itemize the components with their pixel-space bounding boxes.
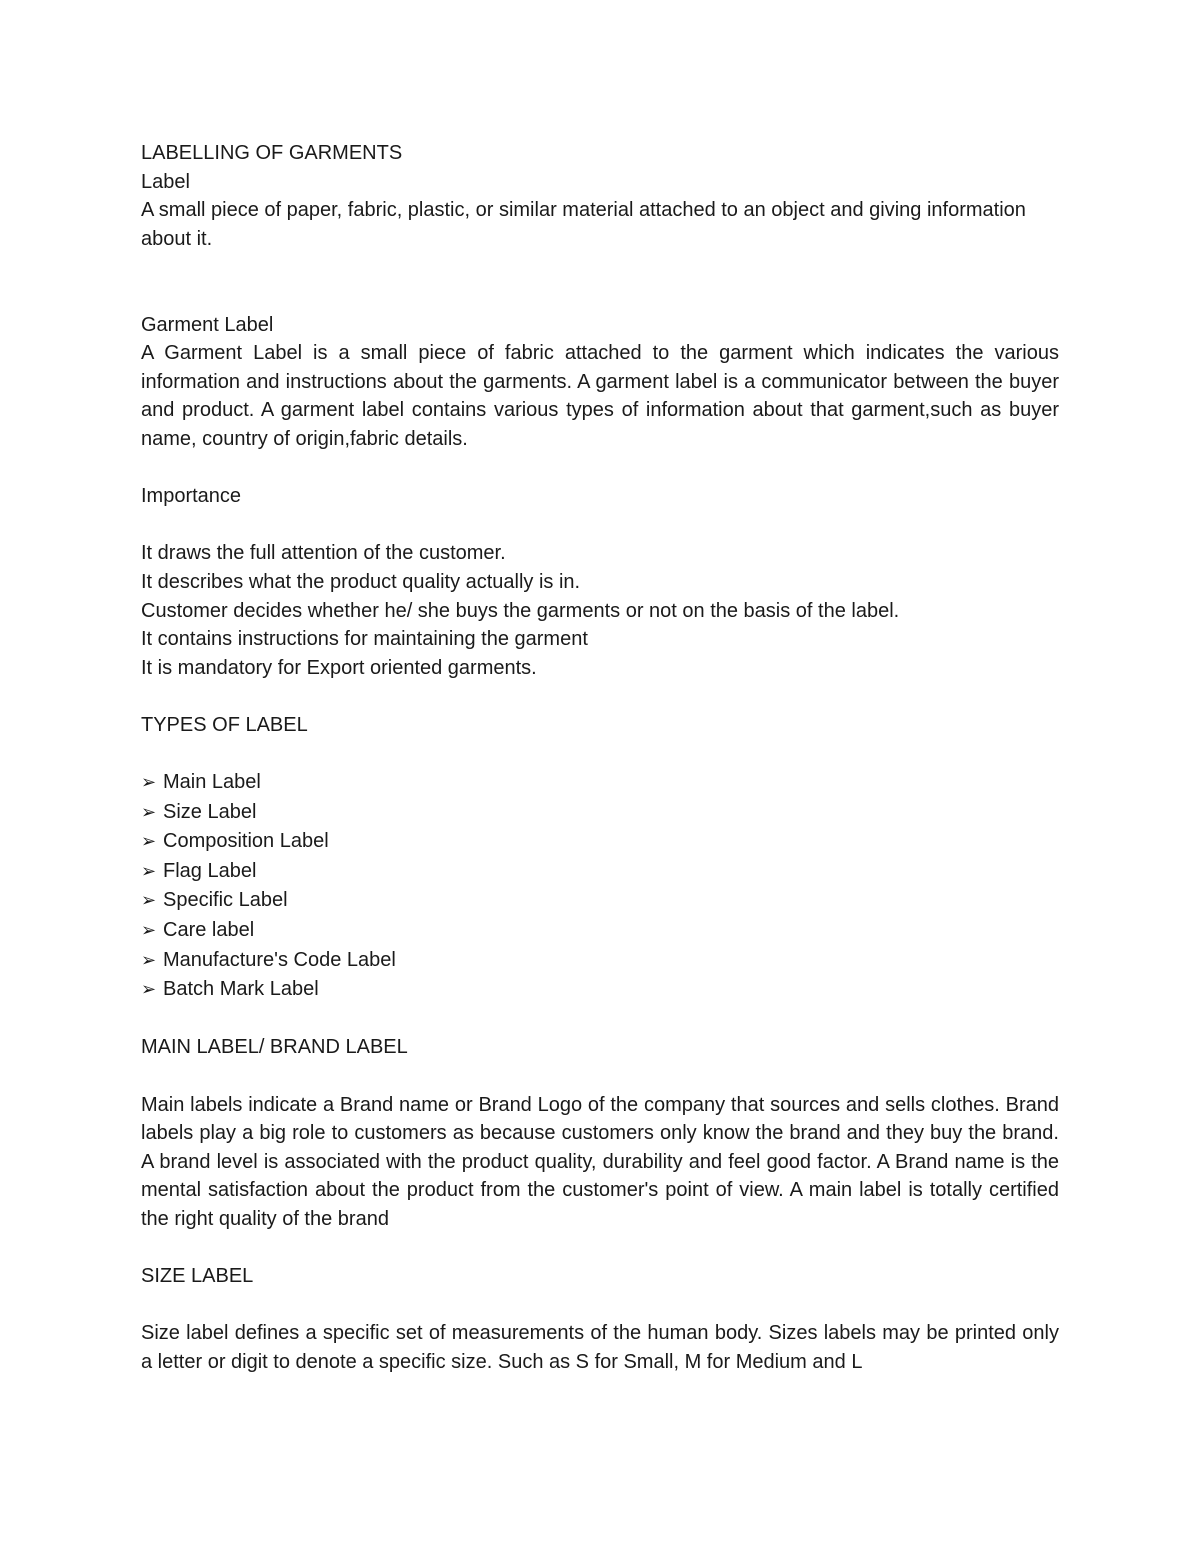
type-label: Manufacture's Code Label (163, 948, 396, 971)
list-item (141, 827, 1059, 857)
type-label: Flag Label (163, 859, 257, 882)
list-item (141, 857, 1059, 887)
type-label: Batch Mark Label (163, 978, 319, 1001)
spacer (141, 682, 1059, 711)
types-heading: TYPES OF LABEL (141, 713, 308, 736)
arrow-bullet-icon: ➢ (141, 772, 157, 794)
size-label-paragraph: Size label defines a specific set of measurements of the human body. Sizes labels may be printed only a letter or digit to denote a specific size. Such as S for Small, M for Medium and L (141, 1322, 1059, 1373)
garment-label-paragraph: A Garment Label is a small piece of fabric attached to the garment which indicates the various information and instructions about the garments. A garment label is a communicator between the buyer and product. A garment label contains various types of information about that garment,such as buyer name, country of origin,fabric details. (141, 342, 1059, 450)
arrow-bullet-icon: ➢ (141, 860, 157, 882)
main-label-heading: MAIN LABEL/ BRAND LABEL (141, 1036, 408, 1059)
importance-point: It contains instructions for maintaining the garment (141, 628, 588, 651)
type-label: Composition Label (163, 830, 329, 853)
spacer (141, 1234, 1059, 1263)
type-label: Main Label (163, 771, 261, 794)
importance-point: It is mandatory for Export oriented garments. (141, 656, 537, 679)
size-label-heading: SIZE LABEL (141, 1265, 254, 1288)
arrow-bullet-icon: ➢ (141, 979, 157, 1001)
types-list (141, 768, 1059, 1005)
arrow-bullet-icon: ➢ (141, 801, 157, 823)
main-label-paragraph: Main labels indicate a Brand name or Brand Logo of the company that sources and sells clothes. Brand labels play a big role to customers as because customers only know the brand and they buy the brand. A brand level is associated with the product quality, durability and feel good factor. A Brand name is the mental satisfaction about the product from the customer's point of view. A main label is totally certified the right quality of the brand (141, 1093, 1059, 1230)
spacer (141, 739, 1059, 768)
spacer (141, 1291, 1059, 1320)
list-item (141, 916, 1059, 946)
spacer (141, 454, 1059, 483)
spacer (141, 1062, 1059, 1091)
garment-label-heading: Garment Label (141, 313, 274, 336)
type-label: Specific Label (163, 889, 288, 912)
spacer (141, 253, 1059, 310)
list-item (141, 975, 1059, 1005)
spacer (141, 1005, 1059, 1034)
label-heading: Label (141, 170, 190, 193)
list-item (141, 768, 1059, 798)
type-label: Size Label (163, 800, 257, 823)
arrow-bullet-icon: ➢ (141, 831, 157, 853)
document-body (141, 139, 1059, 1377)
type-label: Care label (163, 919, 255, 942)
document-title: LABELLING OF GARMENTS (141, 142, 403, 164)
importance-heading: Importance (141, 485, 242, 508)
arrow-bullet-icon: ➢ (141, 920, 157, 942)
spacer (141, 511, 1059, 540)
list-item (141, 886, 1059, 916)
arrow-bullet-icon: ➢ (141, 890, 157, 912)
label-definition: A small piece of paper, fabric, plastic, or similar material attached to an object and giving information about it. (141, 199, 1032, 250)
importance-point: It draws the full attention of the customer. (141, 542, 506, 565)
arrow-bullet-icon: ➢ (141, 949, 157, 971)
importance-point: It describes what the product quality actually is in. (141, 570, 581, 593)
list-item (141, 798, 1059, 828)
list-item (141, 946, 1059, 976)
importance-list (141, 539, 1059, 682)
importance-point: Customer decides whether he/ she buys the garments or not on the basis of the label. (141, 599, 900, 622)
